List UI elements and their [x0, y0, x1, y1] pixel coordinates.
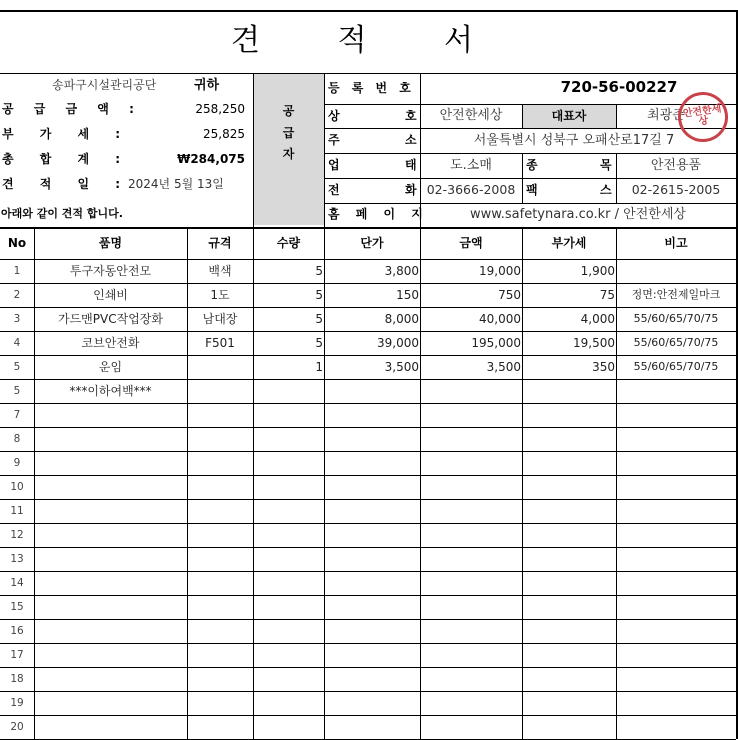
table-cell-note [616, 259, 736, 283]
table-cell-qty [253, 547, 324, 571]
table-cell-spec [187, 571, 253, 595]
table-cell-amount [420, 427, 522, 451]
table-cell-note [616, 547, 736, 571]
total-label: 총 합 계 : [2, 152, 132, 166]
table-cell-qty [253, 475, 324, 499]
phone-value: 02-3666-2008 [426, 182, 516, 197]
table-cell-name [34, 643, 187, 667]
table-cell-vat [522, 547, 616, 571]
supply-amount-value: 258,250 [195, 102, 245, 116]
vat-value: 25,825 [203, 127, 245, 141]
table-row [0, 403, 736, 427]
table-cell-no: 8 [13, 433, 21, 445]
table-cell-no: 20 [10, 721, 24, 733]
table-cell-note [616, 595, 736, 619]
table-cell-vat [522, 403, 616, 427]
table-header-cell: 금액 [459, 236, 483, 250]
table-cell-spec [187, 475, 253, 499]
business-item-label-left: 종 [526, 158, 538, 172]
table-cell-vat [522, 595, 616, 619]
table-cell-note [616, 403, 736, 427]
table-cell-spec [187, 595, 253, 619]
table-cell-no: 3 [13, 313, 21, 325]
table-cell-qty [253, 403, 324, 427]
table-header-cell: 수량 [276, 236, 301, 250]
rep-name-value: 최광준 [647, 108, 685, 123]
table-header-row [0, 228, 736, 259]
table-cell-spec: 남대장 [202, 312, 238, 326]
table-cell-price [324, 523, 420, 547]
table-cell-qty [253, 667, 324, 691]
company-label-left: 상 [328, 109, 340, 123]
table-cell-spec [187, 355, 253, 379]
supplier-side-label-2: 급 [282, 126, 295, 140]
table-cell-vat [522, 667, 616, 691]
table-row [0, 523, 736, 547]
table-cell-qty [253, 451, 324, 475]
table-cell-amount: 195,000 [471, 336, 521, 350]
table-cell-spec [187, 715, 253, 739]
table-cell-no: 1 [13, 265, 21, 277]
table-cell-amount [420, 691, 522, 715]
table-cell-note: 55/60/65/70/75 [633, 336, 719, 349]
table-cell-no: 5 [13, 385, 21, 397]
table-row [0, 283, 736, 307]
table-cell-price [324, 667, 420, 691]
table-cell-qty [253, 499, 324, 523]
table-cell-name: 인쇄비 [93, 288, 128, 302]
table-cell-qty [253, 571, 324, 595]
table-cell-spec [187, 667, 253, 691]
table-cell-vat: 1,900 [580, 264, 615, 278]
table-cell-qty [253, 379, 324, 403]
table-cell-amount: 3,500 [486, 360, 521, 374]
table-cell-qty [253, 643, 324, 667]
company-label-right: 호 [405, 109, 417, 123]
table-cell-amount [420, 523, 522, 547]
business-item-label-right: 목 [600, 158, 612, 172]
address-label-right: 소 [405, 133, 417, 147]
table-cell-name: 투구자동안전모 [69, 264, 152, 278]
table-cell-note [616, 667, 736, 691]
table-row [0, 619, 736, 643]
supplier-side-label-3: 자 [282, 147, 295, 161]
table-cell-note [616, 619, 736, 643]
table-cell-spec: F501 [205, 336, 235, 350]
phone-label-right: 화 [405, 183, 417, 197]
table-cell-name [34, 715, 187, 739]
company-seal-stamp: 안전한세상 [675, 89, 731, 145]
table-cell-name [34, 499, 187, 523]
table-cell-name [34, 451, 187, 475]
reg-number-value: 720-56-00227 [560, 78, 678, 96]
document-title: 견 적 서 [230, 23, 507, 58]
table-cell-no: 10 [10, 481, 24, 493]
table-row [0, 427, 736, 451]
business-type-label-left: 업 [328, 158, 340, 172]
table-cell-qty [253, 427, 324, 451]
table-cell-note: 정면:안전제일마크 [631, 288, 721, 301]
table-row [0, 667, 736, 691]
table-cell-qty [253, 715, 324, 739]
reg-number-label: 등 록 번 호 [328, 81, 415, 95]
table-cell-amount [420, 619, 522, 643]
table-cell-name [34, 691, 187, 715]
table-row [0, 331, 736, 355]
table-cell-name [34, 571, 187, 595]
table-row [0, 355, 736, 379]
table-cell-price [324, 571, 420, 595]
table-cell-note [616, 571, 736, 595]
table-cell-no: 16 [10, 625, 24, 637]
rep-label: 대표자 [551, 109, 587, 123]
supply-amount-label: 공 급 금 액 : [2, 102, 142, 116]
table-row [0, 715, 736, 739]
table-cell-qty [253, 523, 324, 547]
table-cell-price [324, 595, 420, 619]
table-cell-note [616, 427, 736, 451]
table-cell-price [324, 619, 420, 643]
fax-label-right: 스 [600, 183, 612, 197]
table-header-cell: 품명 [98, 236, 123, 250]
table-row [0, 379, 736, 403]
table-cell-spec: 1도 [210, 288, 230, 302]
client-honorific: 귀하 [194, 78, 220, 93]
table-row [0, 499, 736, 523]
table-cell-amount: 40,000 [479, 312, 521, 326]
table-cell-vat [522, 379, 616, 403]
items-table [0, 228, 736, 739]
table-cell-spec [187, 643, 253, 667]
table-cell-no: 14 [10, 577, 24, 589]
table-cell-note: 55/60/65/70/75 [633, 360, 719, 373]
vat-label: 부 가 세 : [2, 127, 132, 141]
table-cell-name [34, 427, 187, 451]
table-cell-note [616, 715, 736, 739]
table-cell-amount [420, 571, 522, 595]
table-cell-name [34, 595, 187, 619]
table-header-cell: No [7, 236, 27, 250]
table-cell-name [34, 667, 187, 691]
table-row [0, 643, 736, 667]
table-cell-vat [522, 451, 616, 475]
table-cell-qty: 1 [315, 360, 323, 374]
fax-label-left: 팩 [526, 183, 538, 197]
business-type-value: 도.소매 [450, 158, 492, 173]
table-cell-note [616, 379, 736, 403]
table-cell-qty: 5 [315, 288, 323, 302]
table-cell-no: 4 [13, 337, 21, 349]
table-row [0, 475, 736, 499]
table-cell-note: 55/60/65/70/75 [633, 312, 719, 325]
table-cell-vat [522, 475, 616, 499]
table-cell-spec [187, 619, 253, 643]
table-cell-spec [187, 451, 253, 475]
business-type-label-right: 태 [405, 158, 417, 172]
table-cell-qty [253, 691, 324, 715]
table-row [0, 451, 736, 475]
table-cell-price: 8,000 [384, 312, 419, 326]
table-cell-qty: 5 [315, 264, 323, 278]
table-cell-price: 3,800 [384, 264, 419, 278]
table-cell-price: 39,000 [377, 336, 419, 350]
table-cell-spec [187, 379, 253, 403]
table-cell-name [34, 523, 187, 547]
quote-date-label: 견 적 일 : [2, 177, 132, 191]
table-cell-vat [522, 691, 616, 715]
table-cell-spec [187, 427, 253, 451]
table-cell-note [616, 523, 736, 547]
quote-note: 아래와 같이 견적 합니다. [1, 207, 123, 220]
table-row [0, 691, 736, 715]
table-cell-vat [522, 523, 616, 547]
phone-label-left: 전 [328, 183, 340, 197]
address-label-left: 주 [328, 133, 340, 147]
table-cell-name [34, 403, 187, 427]
table-cell-qty: 5 [315, 336, 323, 350]
table-cell-name [34, 619, 187, 643]
company-name-value: 안전한세상 [439, 108, 503, 123]
table-cell-price: 150 [396, 288, 419, 302]
table-cell-vat [522, 619, 616, 643]
table-cell-amount: 19,000 [479, 264, 521, 278]
table-cell-amount [420, 547, 522, 571]
table-cell-amount [420, 643, 522, 667]
table-cell-price: 3,500 [384, 360, 419, 374]
table-cell-vat: 4,000 [580, 312, 615, 326]
table-cell-note [616, 499, 736, 523]
supplier-side-label-1: 공 [282, 104, 295, 118]
table-cell-spec [187, 523, 253, 547]
table-cell-vat: 75 [599, 288, 615, 302]
table-cell-no: 19 [10, 697, 24, 709]
table-cell-no: 18 [10, 673, 24, 685]
table-cell-no: 13 [10, 553, 24, 565]
table-cell-note [616, 691, 736, 715]
table-cell-amount [420, 379, 522, 403]
table-cell-name [34, 547, 187, 571]
table-cell-amount [420, 715, 522, 739]
table-cell-price [324, 643, 420, 667]
table-cell-vat [522, 499, 616, 523]
table-cell-note [616, 475, 736, 499]
table-header-cell: 비고 [664, 236, 688, 250]
table-cell-no: 7 [13, 409, 21, 421]
table-cell-amount [420, 475, 522, 499]
table-cell-qty [253, 595, 324, 619]
table-cell-spec [187, 547, 253, 571]
table-cell-vat [522, 715, 616, 739]
table-cell-amount [420, 499, 522, 523]
table-cell-no: 15 [10, 601, 24, 613]
table-cell-no: 12 [10, 529, 24, 541]
table-cell-spec [187, 691, 253, 715]
table-row [0, 259, 736, 283]
table-cell-name: 가드맨PVC작업장화 [58, 312, 163, 326]
table-row [0, 595, 736, 619]
table-cell-spec: 백색 [208, 264, 232, 278]
table-cell-no: 9 [13, 457, 21, 469]
table-row [0, 307, 736, 331]
table-cell-amount [420, 403, 522, 427]
table-cell-price [324, 427, 420, 451]
supplier-side-panel-bottom [253, 203, 324, 225]
table-cell-spec [187, 403, 253, 427]
table-cell-vat [522, 427, 616, 451]
table-cell-price [324, 379, 420, 403]
table-cell-amount: 750 [498, 288, 521, 302]
table-cell-note [616, 451, 736, 475]
table-cell-price [324, 403, 420, 427]
table-header-cell: 규격 [208, 236, 232, 250]
table-cell-amount [420, 667, 522, 691]
table-row [0, 547, 736, 571]
table-cell-name: ***이하여백*** [69, 384, 152, 398]
table-cell-price [324, 475, 420, 499]
address-value: 서울특별시 성북구 오패산로17길 7 [473, 133, 675, 148]
total-value: ₩284,075 [177, 152, 245, 166]
table-cell-price [324, 499, 420, 523]
table-header-cell: 부가세 [551, 236, 587, 250]
table-cell-price [324, 691, 420, 715]
table-cell-price [324, 547, 420, 571]
client-name: 송파구시설관리공단 [52, 78, 157, 92]
table-cell-no: 5 [13, 361, 21, 373]
table-cell-price [324, 715, 420, 739]
table-cell-vat [522, 643, 616, 667]
table-cell-qty: 5 [315, 312, 323, 326]
table-cell-name: 운임 [98, 360, 123, 374]
table-cell-vat [522, 571, 616, 595]
table-cell-qty [253, 619, 324, 643]
table-cell-no: 11 [10, 505, 24, 517]
table-cell-vat: 19,500 [573, 336, 615, 350]
table-cell-amount [420, 451, 522, 475]
table-cell-name: 코브안전화 [81, 336, 140, 350]
table-cell-price [324, 451, 420, 475]
homepage-value: www.safetynara.co.kr / 안전한세상 [470, 207, 686, 222]
table-cell-spec [187, 499, 253, 523]
table-cell-note [616, 643, 736, 667]
quote-date-value: 2024년 5월 13일 [128, 177, 224, 191]
table-cell-vat: 350 [592, 360, 615, 374]
table-cell-amount [420, 595, 522, 619]
table-cell-no: 2 [13, 289, 21, 301]
table-header-cell: 단가 [360, 236, 384, 250]
table-cell-no: 17 [10, 649, 24, 661]
business-item-value: 안전용품 [650, 158, 702, 173]
fax-value: 02-2615-2005 [631, 182, 721, 197]
table-row [0, 571, 736, 595]
table-cell-name [34, 475, 187, 499]
homepage-label: 홈 페 이 지 [328, 207, 429, 221]
